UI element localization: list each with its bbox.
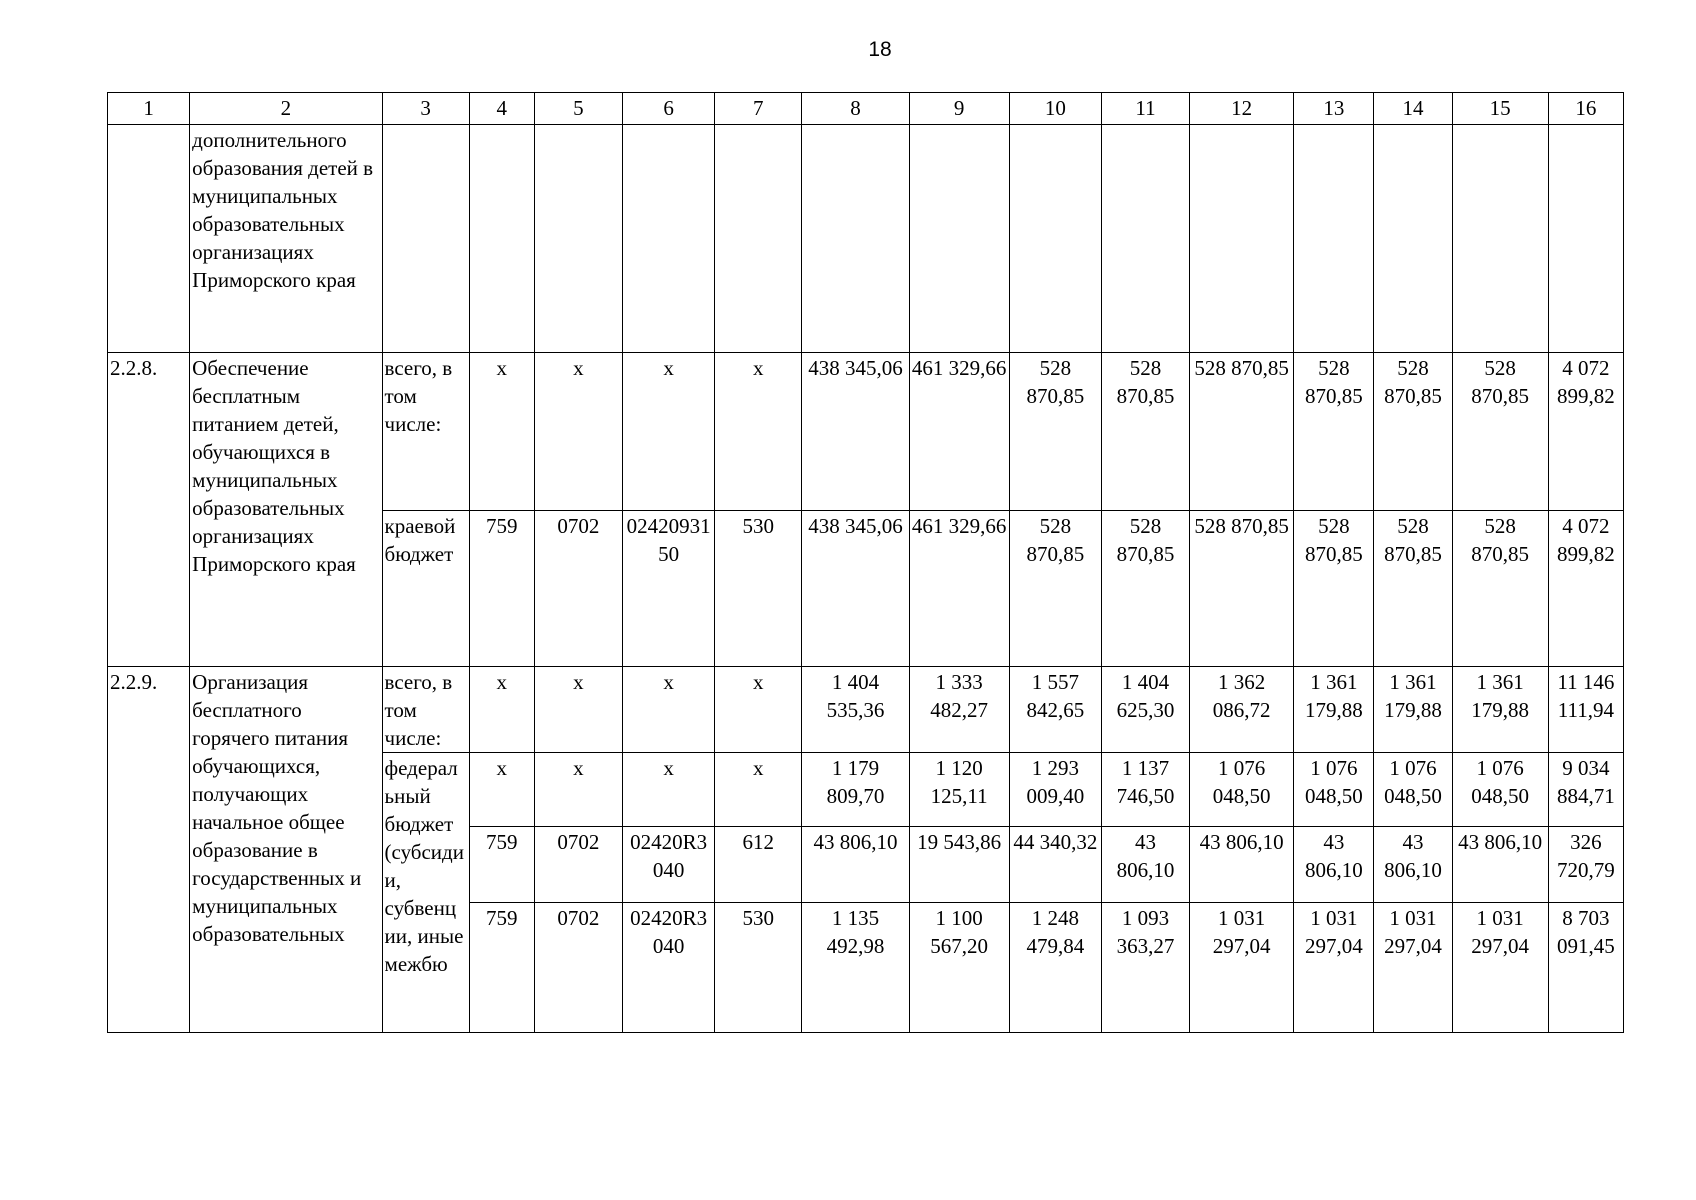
value-cell: 528 870,85 (1101, 511, 1189, 667)
column-header: 14 (1374, 93, 1452, 125)
column-header: 10 (1009, 93, 1101, 125)
code-cell: х (534, 667, 622, 753)
code-cell: х (469, 753, 534, 827)
column-header: 2 (190, 93, 382, 125)
code-cell: 0242093150 (623, 511, 715, 667)
value-cell: 461 329,66 (909, 353, 1009, 511)
value-cell: 11 146 111,94 (1548, 667, 1623, 753)
code-cell: 530 (715, 511, 802, 667)
column-header: 5 (534, 93, 622, 125)
code-cell: 0702 (534, 903, 622, 1033)
item-number: 2.2.9. (108, 667, 190, 1033)
column-header: 11 (1101, 93, 1189, 125)
code-cell: х (469, 667, 534, 753)
value-cell: 43 806,10 (802, 827, 909, 903)
value-cell: 326 720,79 (1548, 827, 1623, 903)
value-cell: 1 093 363,27 (1101, 903, 1189, 1033)
value-cell: 43 806,10 (1374, 827, 1452, 903)
value-cell: 9 034 884,71 (1548, 753, 1623, 827)
column-header: 1 (108, 93, 190, 125)
value-cell: 528 870,85 (1374, 511, 1452, 667)
value-cell: 438 345,06 (802, 353, 909, 511)
value-cell: 8 703 091,45 (1548, 903, 1623, 1033)
measure-name: Обеспечение бесплатным питанием детей, обучающихся в муниципальных образовательных организациях Приморского края (190, 353, 382, 667)
value-cell: 1 179 809,70 (802, 753, 909, 827)
code-cell: х (623, 753, 715, 827)
value-cell: 1 076 048,50 (1452, 753, 1548, 827)
value-cell: 528 870,85 (1294, 353, 1374, 511)
value-cell: 1 076 048,50 (1294, 753, 1374, 827)
value-cell: 528 870,85 (1009, 511, 1101, 667)
column-header: 6 (623, 93, 715, 125)
code-cell: 759 (469, 511, 534, 667)
code-cell: х (715, 753, 802, 827)
column-header: 16 (1548, 93, 1623, 125)
budget-table (107, 92, 1624, 1033)
value-cell: 1 293 009,40 (1009, 753, 1101, 827)
value-cell: 1 361 179,88 (1294, 667, 1374, 753)
table-row-continuation (108, 125, 1624, 353)
value-cell: 528 870,85 (1190, 353, 1294, 511)
value-cell: 1 361 179,88 (1374, 667, 1452, 753)
code-cell: 02420R3040 (623, 903, 715, 1033)
code-cell: 02420R3040 (623, 827, 715, 903)
value-cell: 1 333 482,27 (909, 667, 1009, 753)
code-cell: 612 (715, 827, 802, 903)
value-cell: 1 404 535,36 (802, 667, 909, 753)
table-header-row (108, 93, 1624, 125)
value-cell: 1 076 048,50 (1190, 753, 1294, 827)
funding-source: краевой бюджет (382, 511, 469, 667)
value-cell: 1 031 297,04 (1374, 903, 1452, 1033)
value-cell: 1 362 086,72 (1190, 667, 1294, 753)
value-cell: 1 137 746,50 (1101, 753, 1189, 827)
code-cell: 759 (469, 827, 534, 903)
code-cell: х (623, 667, 715, 753)
value-cell: 1 031 297,04 (1294, 903, 1374, 1033)
funding-source: всего, в том числе: (382, 667, 469, 753)
measure-name-continued: дополнительного образования детей в муниципальных образовательных организациях Приморского края (190, 125, 382, 353)
value-cell: 528 870,85 (1452, 511, 1548, 667)
value-cell: 528 870,85 (1294, 511, 1374, 667)
column-header: 12 (1190, 93, 1294, 125)
code-cell: х (715, 353, 802, 511)
item-number: 2.2.8. (108, 353, 190, 667)
value-cell: 528 870,85 (1452, 353, 1548, 511)
value-cell: 43 806,10 (1294, 827, 1374, 903)
code-cell: 759 (469, 903, 534, 1033)
value-cell: 1 248 479,84 (1009, 903, 1101, 1033)
column-header: 15 (1452, 93, 1548, 125)
value-cell: 4 072 899,82 (1548, 353, 1623, 511)
column-header: 7 (715, 93, 802, 125)
value-cell: 43 806,10 (1190, 827, 1294, 903)
funding-source: всего, в том числе: (382, 353, 469, 511)
value-cell: 528 870,85 (1009, 353, 1101, 511)
column-header: 9 (909, 93, 1009, 125)
column-header: 13 (1294, 93, 1374, 125)
funding-source: федеральный бюджет (субсидии, субвенции, иные межбю (382, 753, 469, 1033)
value-cell: 4 072 899,82 (1548, 511, 1623, 667)
value-cell: 438 345,06 (802, 511, 909, 667)
value-cell: 43 806,10 (1101, 827, 1189, 903)
code-cell: 0702 (534, 511, 622, 667)
value-cell: 528 870,85 (1101, 353, 1189, 511)
code-cell: х (623, 353, 715, 511)
value-cell: 1 100 567,20 (909, 903, 1009, 1033)
code-cell: 530 (715, 903, 802, 1033)
table-row (108, 667, 1624, 753)
code-cell: 0702 (534, 827, 622, 903)
value-cell: 1 135 492,98 (802, 903, 909, 1033)
value-cell: 1 031 297,04 (1452, 903, 1548, 1033)
column-header: 4 (469, 93, 534, 125)
value-cell: 1 076 048,50 (1374, 753, 1452, 827)
column-header: 3 (382, 93, 469, 125)
value-cell: 44 340,32 (1009, 827, 1101, 903)
value-cell: 461 329,66 (909, 511, 1009, 667)
code-cell: х (469, 353, 534, 511)
table-row (108, 353, 1624, 511)
value-cell: 1 404 625,30 (1101, 667, 1189, 753)
value-cell: 1 031 297,04 (1190, 903, 1294, 1033)
value-cell: 1 120 125,11 (909, 753, 1009, 827)
column-header: 8 (802, 93, 909, 125)
value-cell: 1 361 179,88 (1452, 667, 1548, 753)
value-cell: 528 870,85 (1374, 353, 1452, 511)
page-number: 18 (868, 38, 892, 61)
code-cell: х (715, 667, 802, 753)
value-cell: 19 543,86 (909, 827, 1009, 903)
code-cell: х (534, 353, 622, 511)
value-cell: 43 806,10 (1452, 827, 1548, 903)
measure-name: Организация бесплатного горячего питания обучающихся, получающих начальное общее образование в государственных и муниципальных образовательных (190, 667, 382, 1033)
value-cell: 528 870,85 (1190, 511, 1294, 667)
value-cell: 1 557 842,65 (1009, 667, 1101, 753)
code-cell: х (534, 753, 622, 827)
